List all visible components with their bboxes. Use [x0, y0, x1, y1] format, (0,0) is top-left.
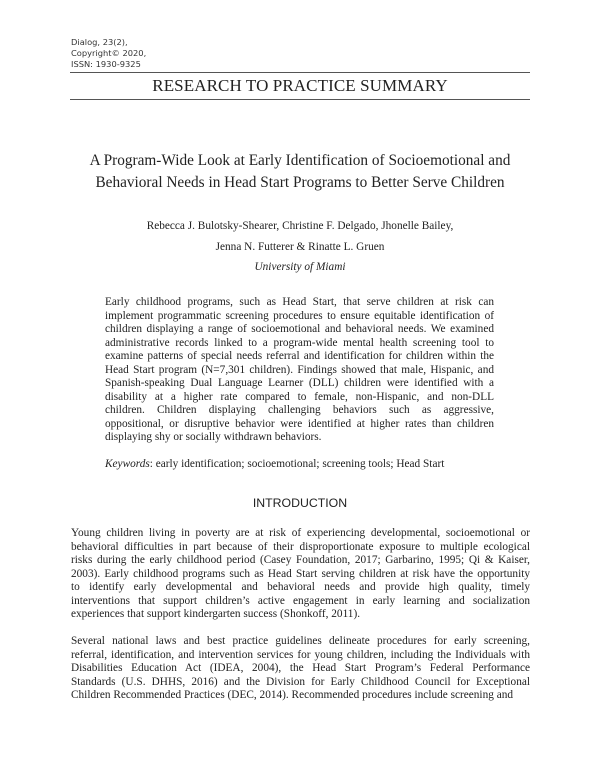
- journal-citation: [71, 37, 146, 70]
- text-line: Standards (U.S. DHHS, 2016) and the Division for Early Childhood Council for Exceptional: [71, 675, 530, 688]
- author-line: Jenna N. Futterer & Rinatte L. Gruen: [215, 240, 385, 253]
- title-line: A Program-Wide Look at Early Identification of Socioemotional and: [89, 152, 511, 169]
- paper-title: [60, 150, 540, 194]
- text-line: Several national laws and best practice guidelines delineate procedures for early screening,: [71, 635, 530, 647]
- text-line: experiences that support kindergarten success (Shonkoff, 2011).: [71, 608, 361, 620]
- text-line: risks during the early childhood period (Casey Foundation, 2017; Garbarino, 1995; Qi & Kaiser,: [71, 554, 530, 566]
- text-line: interventions that support children’s active engagement in early learning and socialization: [71, 594, 530, 607]
- text-line: referral, identification, and intervention services for young children, including the Individuals with: [71, 648, 530, 661]
- text-line: Head Start program (N=7,301 children). Findings showed that male, Hispanic, and: [105, 363, 494, 376]
- text-line: to identify early developmental and behavioral needs and provide high quality, timely: [71, 581, 530, 593]
- text-line: displaying shy or socially withdrawn behaviors.: [105, 431, 322, 443]
- section-heading-introduction: INTRODUCTION: [252, 496, 348, 510]
- title-line: Behavioral Needs in Head Start Programs to Better Serve Children: [95, 174, 505, 191]
- copyright: Copyright© 2020,: [71, 48, 147, 58]
- issn: ISSN: 1930-9325: [71, 59, 141, 69]
- series-heading: RESEARCH TO PRACTICE SUMMARY: [152, 76, 448, 95]
- intro-paragraph-2: [71, 635, 530, 703]
- text-line: 2003). Early childhood programs such as Head Start serving children at risk have the opportunity: [71, 567, 530, 580]
- text-line: Disabilities Education Act (IDEA, 2004), the Head Start Program’s Federal Performance: [71, 662, 530, 674]
- abstract: [105, 296, 494, 445]
- keywords-label: Keywords: [105, 458, 150, 470]
- text-line: Spanish-speaking Dual Language Learner (DLL) children were identified with a: [105, 377, 494, 389]
- intro-paragraph-1: [71, 527, 530, 622]
- affiliation: University of Miami: [254, 261, 346, 273]
- header-rule-top: [70, 72, 530, 73]
- header-rule-bottom: [70, 99, 530, 100]
- text-line: oppositional, or disruptive behavior were identified at higher rates than children: [105, 417, 494, 430]
- text-line: Early childhood programs, such as Head Start, that serve children at risk can: [105, 296, 494, 308]
- text-line: Young children living in poverty are at risk of experiencing developmental, socioemotional or: [71, 527, 530, 539]
- keywords: [105, 458, 444, 470]
- journal-volume: Dialog, 23(2),: [71, 37, 128, 47]
- text-line: examine patterns of special needs referral and identification for children within the: [105, 350, 494, 362]
- text-line: administrative records linked to a program-wide mental health screening tool to: [105, 336, 494, 349]
- authors: [60, 216, 540, 278]
- text-line: Children Recommended Practices (DEC, 2014). Recommended procedures include screening and: [71, 689, 514, 701]
- text-line: children displaying a range of socioemotional and behavioral needs. We examined: [105, 323, 494, 335]
- text-line: behavioral difficulties in part because of their disproportionate exposure to multiple ecological: [71, 540, 530, 553]
- keywords-list: : early identification; socioemotional; screening tools; Head Start: [149, 458, 445, 470]
- text-line: implement programmatic screening procedures to ensure equitable identification of: [105, 309, 494, 322]
- text-line: children. Children displaying challenging behaviors such as aggressive,: [105, 404, 494, 416]
- author-line: Rebecca J. Bulotsky-Shearer, Christine F. Delgado, Jhonelle Bailey,: [146, 220, 454, 232]
- text-line: disability at a higher rate compared to female, non-Hispanic, and non-DLL: [105, 390, 494, 403]
